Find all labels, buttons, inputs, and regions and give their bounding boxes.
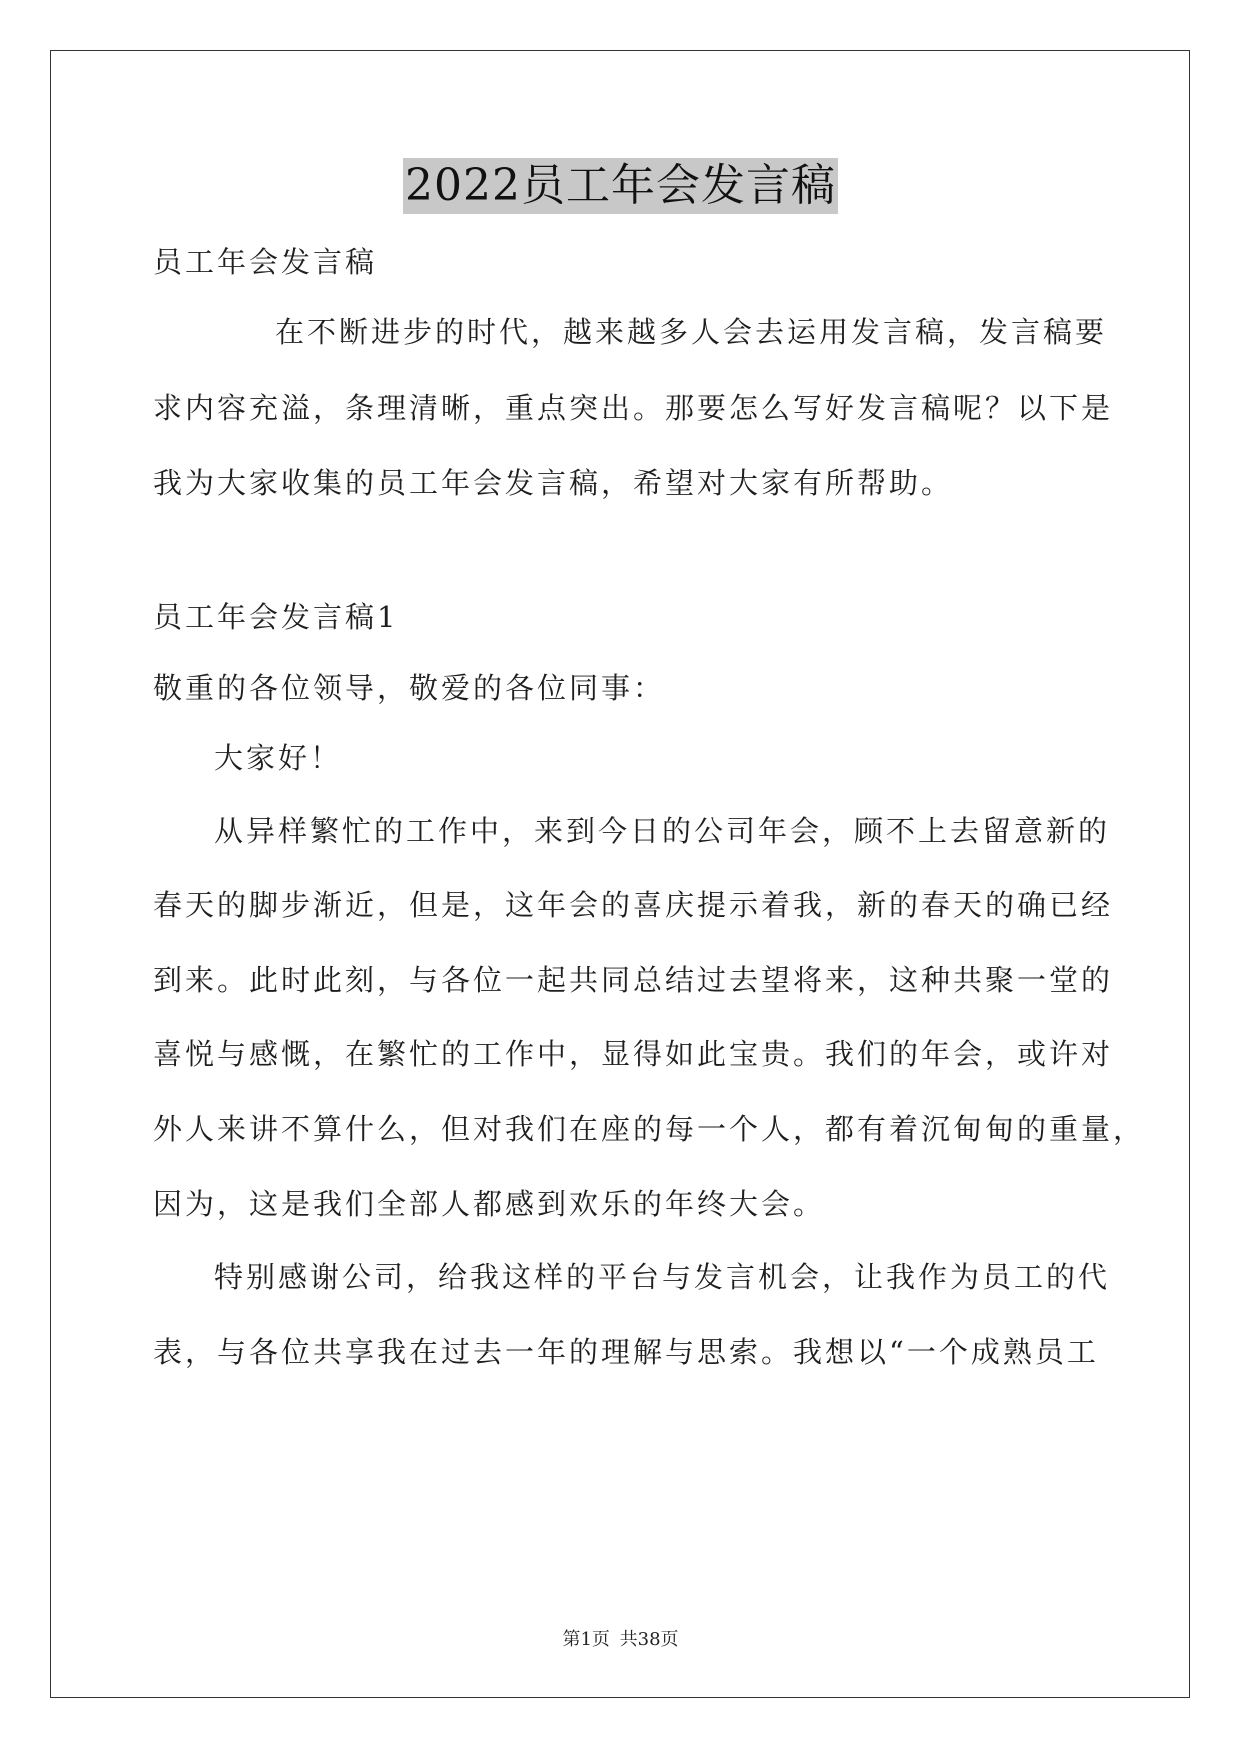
paragraph-line: 在不断进步的时代，越来越多人会去运用发言稿，发言稿要 xyxy=(275,315,1108,349)
paragraph-line: 特别感谢公司，给我这样的平台与发言机会，让我作为员工的代 xyxy=(214,1260,1111,1294)
page-number: 第1页 xyxy=(562,1629,610,1650)
paragraph-line: 外人来讲不算什么，但对我们在座的每一个人，都有着沉甸甸的重量， xyxy=(153,1112,1146,1146)
paragraph-line: 表，与各位共享我在过去一年的理解与思索。我想以“一个成熟员工 xyxy=(153,1335,1099,1369)
paragraph-line: 求内容充溢，条理清晰，重点突出。那要怎么写好发言稿呢？以下是 xyxy=(153,391,1114,425)
paragraph-line: 我为大家收集的员工年会发言稿，希望对大家有所帮助。 xyxy=(153,466,954,500)
salutation: 敬重的各位领导，敬爱的各位同事： xyxy=(153,671,666,705)
page-footer xyxy=(0,1628,1241,1652)
section-heading: 员工年会发言稿1 xyxy=(153,600,399,634)
section-heading: 员工年会发言稿 xyxy=(153,245,378,279)
paragraph-line: 春天的脚步渐近，但是，这年会的喜庆提示着我，新的春天的确已经 xyxy=(153,888,1114,922)
greeting: 大家好！ xyxy=(214,741,343,775)
paragraph-line: 从异样繁忙的工作中，来到今日的公司年会，顾不上去留意新的 xyxy=(214,814,1111,848)
paragraph-line: 因为，这是我们全部人都感到欢乐的年终大会。 xyxy=(153,1187,826,1221)
page-border xyxy=(50,50,1190,1698)
title-wrapper xyxy=(0,158,1241,214)
paragraph-line: 喜悦与感慨，在繁忙的工作中，显得如此宝贵。我们的年会，或许对 xyxy=(153,1037,1114,1071)
page-total: 共38页 xyxy=(619,1629,679,1650)
paragraph-line: 到来。此时此刻，与各位一起共同总结过去望将来，这种共聚一堂的 xyxy=(153,963,1114,997)
document-title: 2022员工年会发言稿 xyxy=(403,158,838,214)
